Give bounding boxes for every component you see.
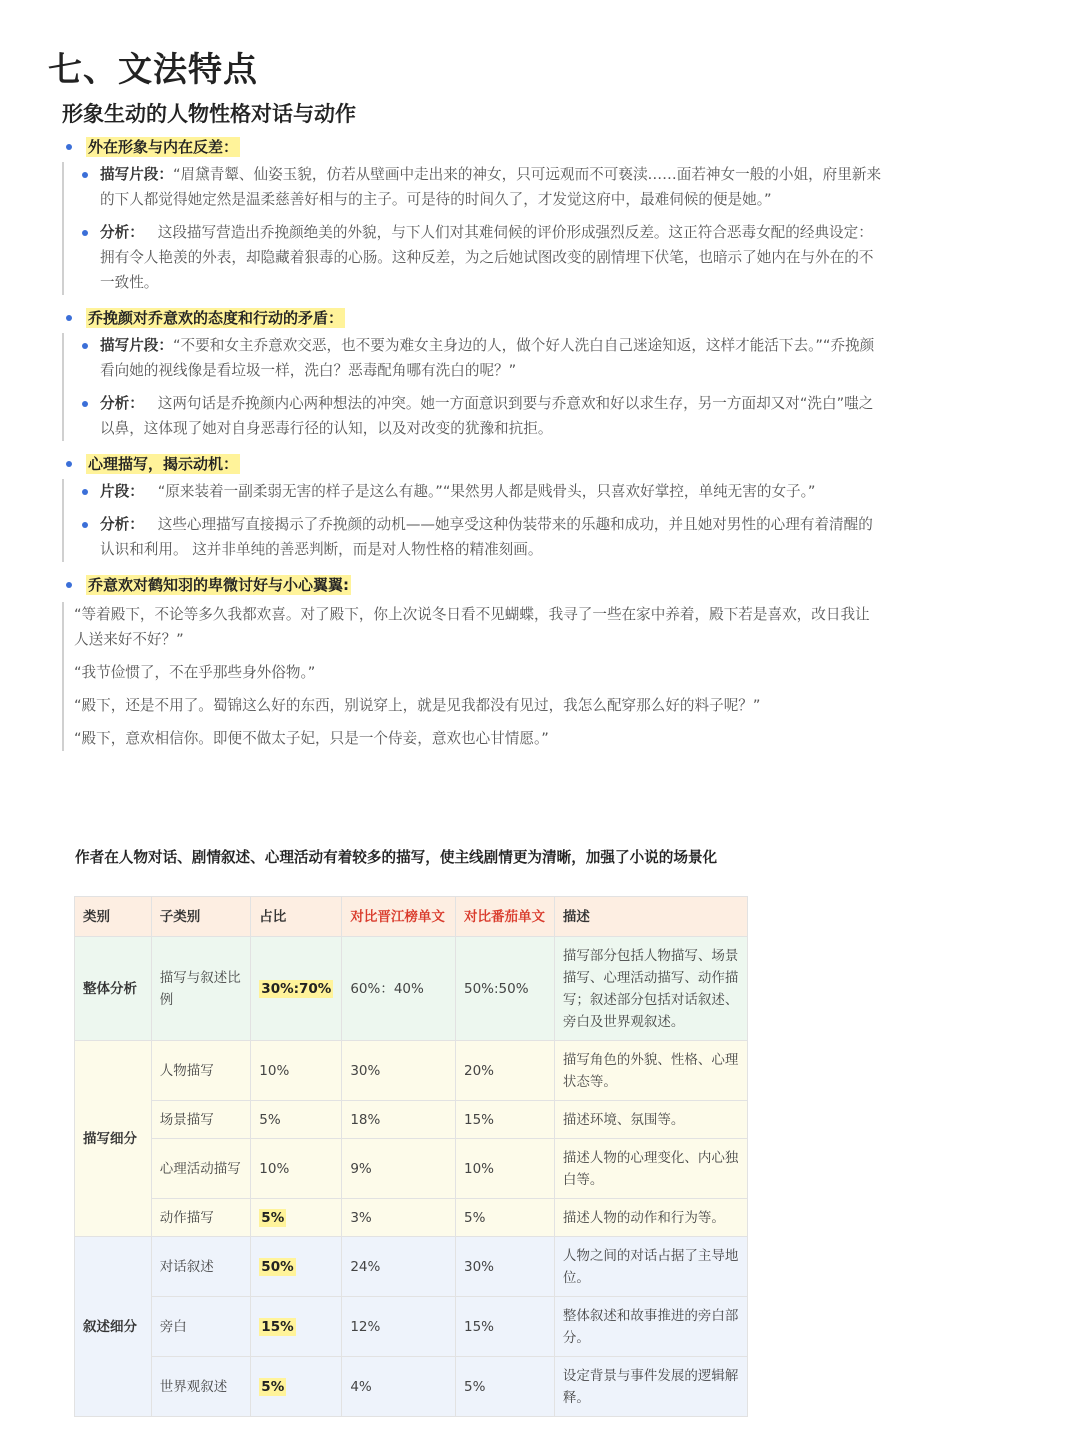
- sub-cell: 场景描写: [151, 1101, 251, 1139]
- pct-value: 5%: [261, 1209, 285, 1226]
- point-group: [62, 162, 882, 295]
- list-item: [78, 220, 882, 295]
- item-label: 描写片段：: [100, 337, 173, 354]
- pct-cell: 10%: [251, 1041, 342, 1101]
- pct-value: 50%: [261, 1258, 294, 1275]
- sub-cell: 动作描写: [151, 1199, 251, 1237]
- category-cell: 整体分析: [75, 937, 152, 1041]
- item-label: 分析：: [100, 395, 144, 412]
- sub-cell: 心理活动描写: [151, 1139, 251, 1199]
- header-cell: 类别: [75, 897, 152, 937]
- header-cell: 子类别: [151, 897, 251, 937]
- sub-cell: 人物描写: [151, 1041, 251, 1101]
- sub-cell: 旁白: [151, 1297, 251, 1357]
- bullet-icon: [66, 582, 72, 588]
- stats-table: [74, 896, 748, 1417]
- bullet-icon: [66, 315, 72, 321]
- fq-cell: 20%: [456, 1041, 555, 1101]
- table-row: [75, 1357, 748, 1417]
- item-label: 分析：: [100, 224, 144, 241]
- bullet-icon: [66, 461, 72, 467]
- jj-cell: 9%: [342, 1139, 456, 1199]
- list-item: [78, 479, 882, 504]
- item-label: 片段：: [100, 483, 144, 500]
- pct-cell: [251, 1357, 342, 1417]
- fq-cell: 50%:50%: [456, 937, 555, 1041]
- pct-value: 30%:70%: [261, 980, 332, 997]
- item-text: “原来装着一副柔弱无害的样子是这么有趣。”“果然男人都是贱骨头，只喜欢好掌控，单纯无害的女子。”: [157, 483, 816, 500]
- header-cell: 对比晋江榜单文: [342, 897, 456, 937]
- sub-cell: 描写与叙述比例: [151, 937, 251, 1041]
- sub-cell: 世界观叙述: [151, 1357, 251, 1417]
- desc-cell: 描写角色的外貌、性格、心理状态等。: [554, 1041, 747, 1101]
- item-text: “眉黛青颦、仙姿玉貌，仿若从壁画中走出来的神女，只可远观而不可亵渎……面若神女一般的小姐，府里新来的下人都觉得她定然是温柔慈善好相与的主子。可是待的时间久了，才发觉这府中，最难伺候的便是她。”: [100, 166, 882, 208]
- fq-cell: 15%: [456, 1297, 555, 1357]
- fq-cell: 15%: [456, 1101, 555, 1139]
- content-body: [62, 132, 882, 759]
- pct-cell: [251, 937, 342, 1041]
- table-row: [75, 1297, 748, 1357]
- item-text: 这两句话是乔挽颜内心两种想法的冲突。她一方面意识到要与乔意欢和好以求生存，另一方面却又对“洗白”嗤之以鼻，这体现了她对自身恶毒行径的认知，以及对改变的犹豫和抗拒。: [100, 395, 874, 437]
- fq-cell: 10%: [456, 1139, 555, 1199]
- jj-cell: 3%: [342, 1199, 456, 1237]
- desc-cell: 描述人物的心理变化、内心独白等。: [554, 1139, 747, 1199]
- pct-value: 15%: [261, 1318, 294, 1335]
- list-item: [78, 333, 882, 383]
- bullet-icon: [82, 489, 88, 495]
- quote-block: [62, 602, 882, 751]
- pct-value: 5%: [261, 1378, 285, 1395]
- desc-cell: 描述人物的动作和行为等。: [554, 1199, 747, 1237]
- sub-cell: 对话叙述: [151, 1237, 251, 1297]
- item-text: “不要和女主乔意欢交恶，也不要为难女主身边的人，做个好人洗白自己迷途知返，这样才能活下去。”“乔挽颜看向她的视线像是看垃圾一样，洗白？恶毒配角哪有洗白的呢？”: [100, 337, 875, 379]
- item-text: 这段描写营造出乔挽颜绝美的外貌，与下人们对其难伺候的评价形成强烈反差。这正符合恶毒女配的经典设定：拥有令人艳羡的外表，却隐藏着狠毒的心肠。这种反差，为之后她试图改变的剧情埋下伏笔，也暗示了她内在与外在的不一致性。: [100, 224, 874, 291]
- list-item: [78, 512, 882, 562]
- item-label: 分析：: [100, 516, 144, 533]
- point-group: [62, 333, 882, 441]
- pct-cell: 5%: [251, 1101, 342, 1139]
- bullet-icon: [82, 172, 88, 178]
- table-row: [75, 1041, 748, 1101]
- point-heading: [62, 132, 882, 162]
- summary-text: 作者在人物对话、剧情叙述、心理活动有着较多的描写，使主线剧情更为清晰，加强了小说的场景化: [75, 849, 718, 866]
- jj-cell: 18%: [342, 1101, 456, 1139]
- point-heading-text: 乔意欢对鹤知羽的卑微讨好与小心翼翼:: [88, 576, 350, 594]
- jj-cell: 24%: [342, 1237, 456, 1297]
- point-heading-text: 心理描写，揭示动机：: [88, 455, 239, 473]
- quote-line: “我节俭惯了，不在乎那些身外俗物。”: [74, 664, 316, 681]
- pct-cell: [251, 1199, 342, 1237]
- category-cell: 叙述细分: [75, 1237, 152, 1417]
- item-label: 描写片段：: [100, 166, 173, 183]
- table-row: [75, 1139, 748, 1199]
- table-row: [75, 1237, 748, 1297]
- point-heading: [62, 303, 882, 333]
- quote-line: “殿下，还是不用了。蜀锦这么好的东西，别说穿上，就是见我都没有见过，我怎么配穿那么好的料子呢？”: [74, 697, 761, 714]
- table-row: [75, 937, 748, 1041]
- bullet-icon: [82, 343, 88, 349]
- list-item: [78, 162, 882, 212]
- table-row: [75, 1101, 748, 1139]
- bullet-icon: [82, 401, 88, 407]
- header-cell: 描述: [554, 897, 747, 937]
- jj-cell: 30%: [342, 1041, 456, 1101]
- desc-cell: 整体叙述和故事推进的旁白部分。: [554, 1297, 747, 1357]
- table-row: [75, 1199, 748, 1237]
- quote-line: “等着殿下，不论等多久我都欢喜。对了殿下，你上次说冬日看不见蝴蝶，我寻了一些在家中养着，殿下若是喜欢，改日我让人送来好不好？”: [74, 606, 870, 648]
- point-heading: [62, 449, 882, 479]
- jj-cell: 12%: [342, 1297, 456, 1357]
- fq-cell: 30%: [456, 1237, 555, 1297]
- desc-cell: 描写部分包括人物描写、场景描写、心理活动描写、动作描写；叙述部分包括对话叙述、旁白及世界观叙述。: [554, 937, 747, 1041]
- header-cell: 占比: [251, 897, 342, 937]
- fq-cell: 5%: [456, 1199, 555, 1237]
- list-item: [78, 391, 882, 441]
- pct-cell: [251, 1237, 342, 1297]
- desc-cell: 设定背景与事件发展的逻辑解释。: [554, 1357, 747, 1417]
- table-header-row: [75, 897, 748, 937]
- quote-line: “殿下，意欢相信你。即便不做太子妃，只是一个侍妾，意欢也心甘情愿。”: [74, 730, 549, 747]
- subtitle: 形象生动的人物性格对话与动作: [62, 102, 356, 126]
- section-title: 七、文法特点: [48, 50, 258, 90]
- point-heading-text: 乔挽颜对乔意欢的态度和行动的矛盾：: [88, 309, 344, 327]
- jj-cell: 4%: [342, 1357, 456, 1417]
- item-text: 这些心理描写直接揭示了乔挽颜的动机——她享受这种伪装带来的乐趣和成功，并且她对男性的心理有着清醒的认识和利用。 这并非单纯的善恶判断，而是对人物性格的精准刻画。: [100, 516, 873, 558]
- category-cell: 描写细分: [75, 1041, 152, 1237]
- point-heading: [62, 570, 882, 600]
- pct-cell: [251, 1297, 342, 1357]
- fq-cell: 5%: [456, 1357, 555, 1417]
- point-group: [62, 479, 882, 562]
- jj-cell: 60%：40%: [342, 937, 456, 1041]
- bullet-icon: [82, 230, 88, 236]
- pct-cell: 10%: [251, 1139, 342, 1199]
- bullet-icon: [66, 144, 72, 150]
- desc-cell: 人物之间的对话占据了主导地位。: [554, 1237, 747, 1297]
- desc-cell: 描述环境、氛围等。: [554, 1101, 747, 1139]
- bullet-icon: [82, 522, 88, 528]
- point-heading-text: 外在形象与内在反差：: [88, 138, 239, 156]
- header-cell: 对比番茄单文: [456, 897, 555, 937]
